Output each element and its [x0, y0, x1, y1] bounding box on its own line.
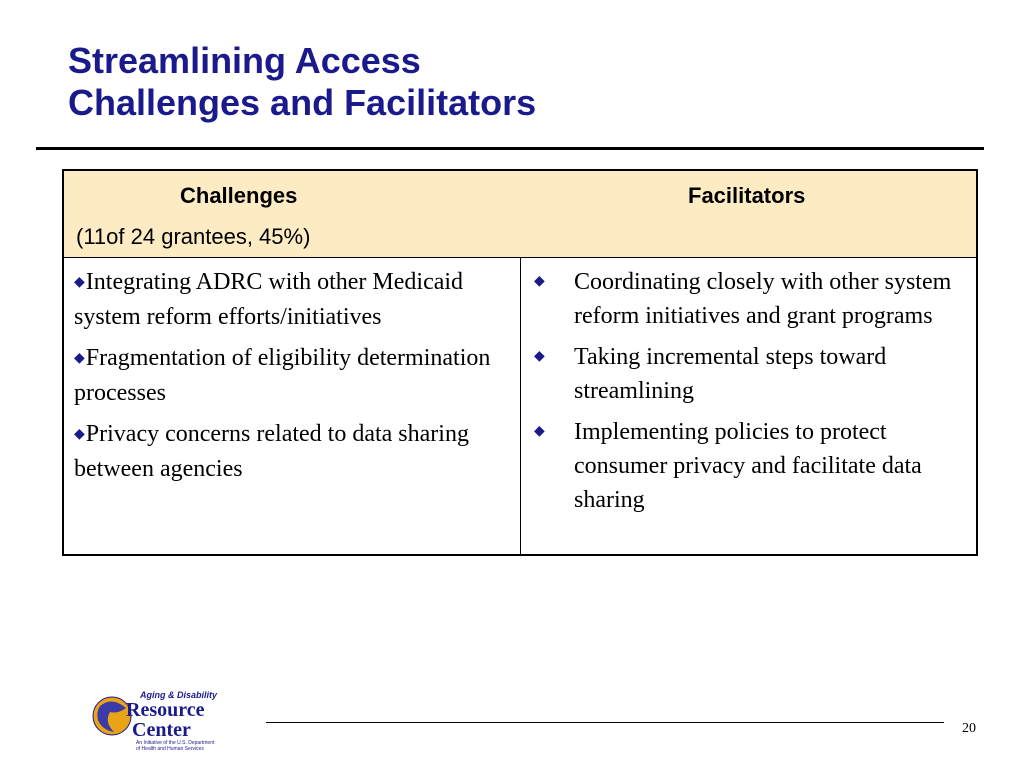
- diamond-bullet-icon: ◆: [74, 427, 85, 442]
- challenge-text: Privacy concerns related to data sharing between agencies: [74, 421, 469, 482]
- page-number: 20: [962, 721, 976, 736]
- diamond-bullet-icon: ◆: [534, 349, 545, 364]
- diamond-bullet-icon: ◆: [534, 424, 545, 439]
- challenge-item: [74, 417, 514, 486]
- title-line-2: Challenges and Facilitators: [68, 82, 537, 123]
- facilitators-list: [534, 265, 970, 524]
- challenge-text: Fragmentation of eligibility determination processes: [74, 345, 491, 406]
- facilitator-item: [534, 340, 970, 408]
- table-header-row: [64, 171, 976, 258]
- facilitator-text: Implementing policies to protect consumer privacy and facilitate data sharing: [574, 419, 922, 513]
- footer-divider: [266, 722, 944, 723]
- diamond-bullet-icon: ◆: [74, 351, 85, 366]
- column-divider: [520, 258, 521, 554]
- facilitator-item: [534, 415, 970, 517]
- facilitator-text: Taking incremental steps toward streamlining: [574, 344, 887, 404]
- challenges-grantee-note: (11of 24 grantees, 45%): [76, 224, 311, 249]
- facilitator-item: [534, 265, 970, 333]
- challenges-facilitators-table: [62, 169, 978, 556]
- challenge-item: [74, 265, 514, 334]
- diamond-bullet-icon: ◆: [74, 275, 85, 290]
- logo-line-2: Resource: [126, 699, 205, 721]
- header-facilitators: Facilitators: [688, 183, 806, 208]
- diamond-bullet-icon: ◆: [534, 274, 545, 289]
- header-challenges: Challenges: [180, 183, 298, 208]
- logo-line-3: Center: [132, 719, 191, 741]
- challenges-list: [74, 265, 514, 493]
- title-line-1: Streamlining Access: [68, 40, 421, 81]
- title-divider: [36, 147, 984, 150]
- slide-title: [68, 40, 536, 124]
- logo-line-1: Aging & Disability: [140, 690, 218, 700]
- facilitator-text: Coordinating closely with other system reform initiatives and grant programs: [574, 269, 952, 329]
- adrc-logo: [92, 690, 232, 752]
- challenge-text: Integrating ADRC with other Medicaid system reform efforts/initiatives: [74, 269, 464, 330]
- challenge-item: [74, 341, 514, 410]
- logo-line-4: An Initiative of the U.S. Department of Health and Human Services: [136, 740, 215, 752]
